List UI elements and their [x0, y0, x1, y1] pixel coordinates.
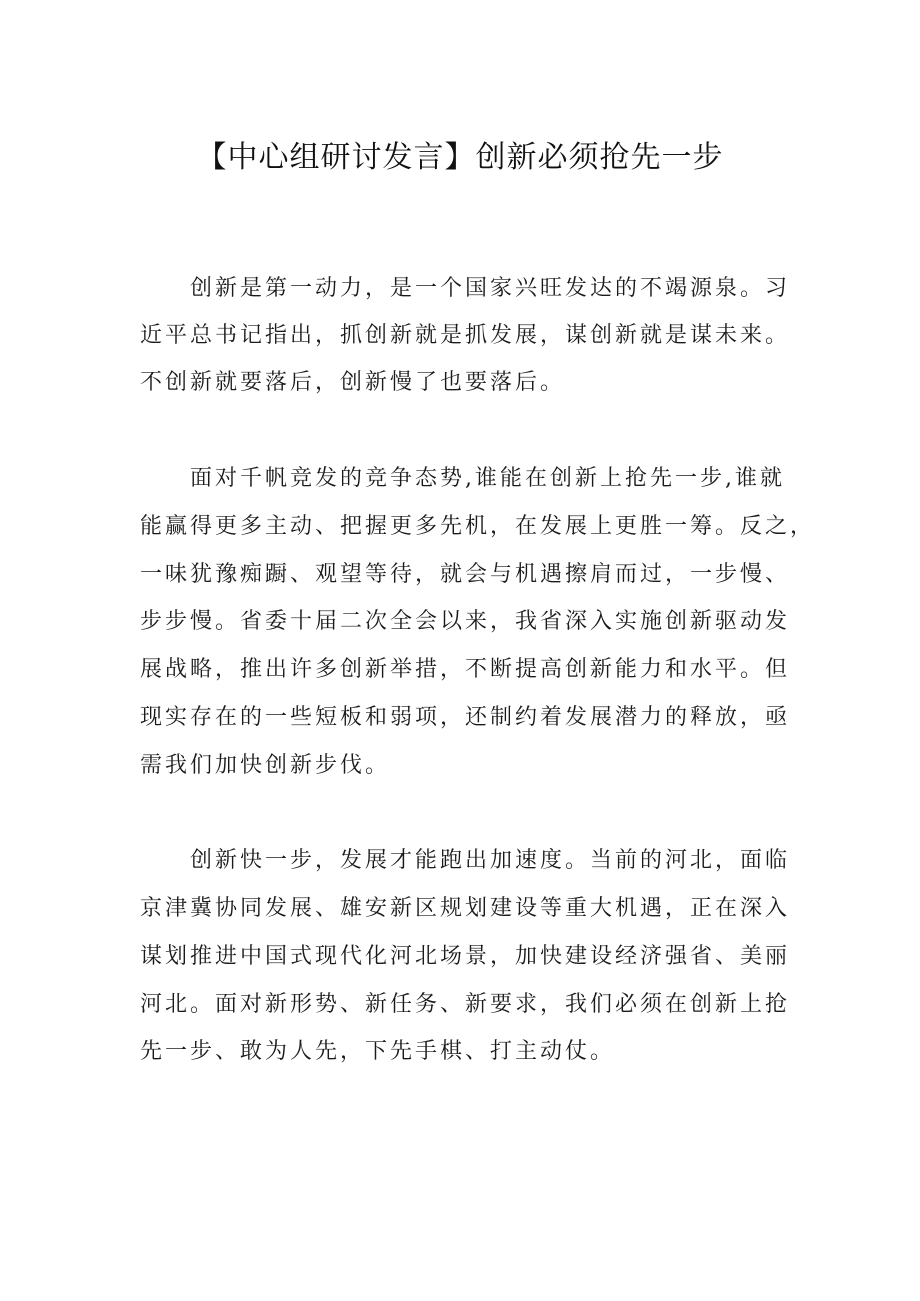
paragraph-line: 先一步、敢为人先，下先手棋、打主动仗。: [140, 1039, 616, 1064]
paragraph-line: 展战略，推出许多创新举措，不断提高创新能力和水平。但: [140, 657, 791, 682]
paragraph-line: 创新是第一动力，是一个国家兴旺发达的不竭源泉。习: [190, 276, 791, 301]
paragraph-line: 能赢得更多主动、把握更多先机，在发展上更胜一筹。反之，: [140, 514, 816, 539]
paragraph-line: 现实存在的一些短板和弱项，还制约着发展潜力的释放，亟: [140, 705, 791, 730]
paragraph-line: 河北。面对新形势、新任务、新要求，我们必须在创新上抢: [140, 992, 791, 1017]
paragraph-line: 面对千帆竞发的竞争态势,谁能在创新上抢先一步,谁就: [190, 466, 785, 491]
document-title: 【中心组研讨发言】创新必须抢先一步: [196, 140, 724, 175]
paragraph-line: 近平总书记指出，抓创新就是抓发展，谋创新就是谋未来。: [140, 323, 791, 348]
paragraph-line: 创新快一步，发展才能跑出加速度。当前的河北，面临: [190, 848, 791, 873]
paragraph-line: 京津冀协同发展、雄安新区规划建设等重大机遇，正在深入: [140, 896, 791, 921]
paragraph-line: 谋划推进中国式现代化河北场景，加快建设经济强省、美丽: [140, 944, 791, 969]
paragraph-line: 一味犹豫痴蹰、观望等待，就会与机遇擦肩而过，一步慢、: [140, 562, 791, 587]
paragraph-line: 不创新就要落后，创新慢了也要落后。: [140, 370, 566, 395]
paragraph-line: 需我们加快创新步伐。: [140, 753, 391, 778]
paragraph-line: 步步慢。省委十届二次全会以来，我省深入实施创新驱动发: [140, 609, 791, 634]
